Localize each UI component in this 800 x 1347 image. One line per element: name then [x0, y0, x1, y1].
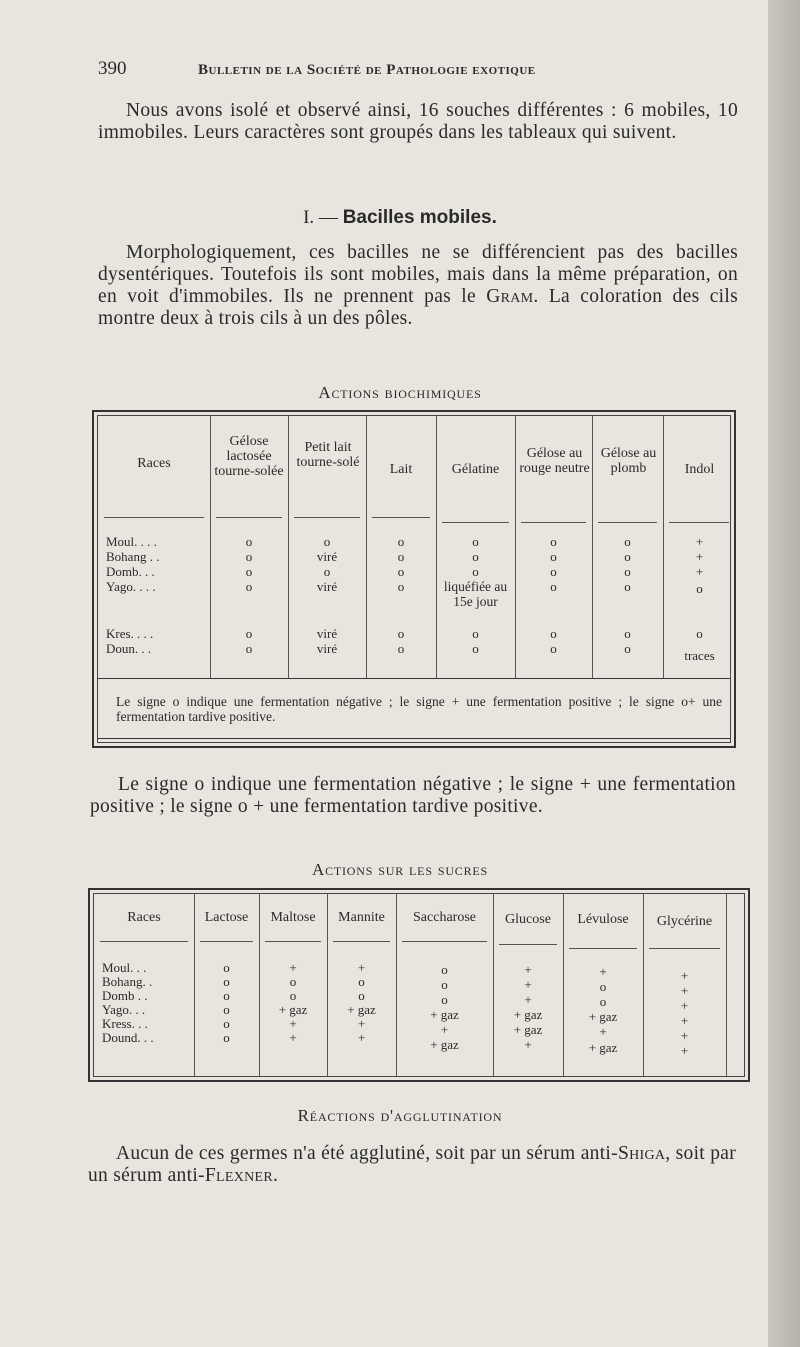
t2-race: Domb . .: [102, 988, 148, 1003]
t1-cell: o: [245, 564, 253, 579]
table2-caption: Actions sur les sucres: [312, 860, 488, 879]
t2-cell: +: [524, 962, 532, 977]
table1-note: Le signe o indique une fermentation négative ; le signe + une fermentation positive ; le signe o+ une fermentation tardive positive.: [116, 694, 722, 724]
t2-cell: o: [223, 974, 230, 989]
t1-header-gelose-plomb: Gélose au plomb: [600, 446, 657, 476]
t1-cell: o: [245, 534, 253, 549]
page-header: [98, 58, 658, 88]
intro-paragraph: Nous avons isolé et observé ainsi, 16 souches différentes : 6 mobiles, 10 immobiles. Leurs caractères sont groupés dans les tableaux qui suivent.: [98, 100, 738, 143]
t2-cell: +: [680, 998, 689, 1013]
t1-cell: o: [550, 579, 557, 594]
t2-cell: o: [289, 988, 297, 1003]
t1-cell: o: [696, 626, 703, 641]
morphology-text-before: Morphologiquement, ces bacilles ne se différencient pas des bacilles dysentériques. Toutefois ils sont mobiles, mais dans la même préparation, on en voit d'immobiles. Ils ne prennent pas le: [98, 242, 738, 307]
t1-cell: o: [472, 564, 479, 579]
agglutination-title: Réactions d'agglutination: [297, 1106, 503, 1125]
t2-cell: +: [599, 1024, 607, 1039]
t1-header-gelose-lactosee: Gélose lactosée tourne-solée: [214, 434, 284, 479]
t1-cell: o: [397, 564, 405, 579]
t2-cell: o: [599, 994, 607, 1009]
t2-cell: +: [289, 1016, 297, 1031]
t1-header-races: Races: [137, 456, 171, 471]
t2-cell: +: [357, 960, 366, 975]
t2-header-levulose: Lévulose: [577, 912, 629, 927]
running-head: Bulletin de la Société de Pathologie exotique: [198, 62, 536, 78]
t1-cell: o: [624, 549, 631, 564]
t1-cell: o: [624, 641, 631, 656]
agglutination-text-3: .: [273, 1165, 279, 1186]
t1-cell: o: [472, 549, 479, 564]
t2-cell: o: [358, 974, 365, 989]
t2-cell: o: [223, 988, 230, 1003]
t2-cell: +: [680, 1043, 689, 1058]
t1-header-lait: Lait: [389, 462, 413, 477]
t1-cell: o: [550, 626, 557, 641]
t2-cell: o: [358, 988, 365, 1003]
t1-cell: viré: [316, 626, 338, 641]
t1-cell: o: [245, 579, 253, 594]
t1-cell: +: [695, 549, 704, 564]
t1-cell: o: [245, 641, 253, 656]
t2-cell: +: [357, 1030, 366, 1045]
t1-cell: o: [472, 641, 479, 656]
t1-header-gelose-rouge: Gélose au rouge neutre: [519, 446, 590, 476]
morphology-text-after: . La coloration des cils montre deux à trois cils à un des pôles.: [98, 286, 738, 329]
t2-header-glucose: Glucose: [505, 912, 551, 927]
t1-cell: o: [550, 564, 557, 579]
t2-header-races: Races: [127, 910, 161, 925]
t1-race: Bohang . .: [106, 549, 160, 564]
t2-cell: + gaz: [588, 1040, 618, 1055]
t1-cell: o: [323, 564, 331, 579]
biochemical-table: [92, 410, 736, 748]
t2-cell: +: [680, 968, 689, 983]
t2-cell: +: [680, 1013, 689, 1028]
t1-cell: o: [472, 626, 479, 641]
t1-race: Kres. . . .: [106, 626, 154, 641]
t1-race: Doun. . .: [106, 641, 152, 656]
t2-cell: o: [223, 960, 230, 975]
t2-header-saccharose: Saccharose: [413, 910, 476, 925]
t2-cell: +: [680, 983, 689, 998]
t2-header-lactose: Lactose: [204, 910, 249, 925]
t2-cell: o: [441, 962, 448, 977]
t2-race: Yago. . .: [102, 1002, 146, 1017]
t1-header-petit-lait: Petit lait tourne-solé: [296, 440, 360, 470]
t2-race: Kress. . .: [102, 1016, 148, 1031]
t1-cell: o: [550, 641, 557, 656]
gram-term: Gram: [486, 286, 534, 307]
t1-header-indol: Indol: [684, 462, 715, 477]
t2-cell: o: [441, 977, 448, 992]
agglutination-paragraph: [88, 1143, 736, 1187]
t2-cell: + gaz: [513, 1007, 543, 1022]
t1-cell: traces: [684, 648, 715, 663]
t1-header-gelatine: Gélatine: [451, 462, 500, 477]
section-number: I. —: [303, 207, 338, 228]
t1-cell: o: [624, 579, 631, 594]
t1-cell: o: [397, 641, 405, 656]
t1-cell: o: [323, 534, 331, 549]
t1-cell: o: [397, 626, 405, 641]
t2-race: Dound. . .: [102, 1030, 154, 1045]
t1-cell: o: [550, 534, 557, 549]
t2-cell: + gaz: [513, 1022, 543, 1037]
page-number: 390: [98, 58, 127, 79]
t1-cell: o: [624, 626, 631, 641]
t2-cell: +: [680, 1028, 689, 1043]
t2-cell: + gaz: [430, 1037, 459, 1052]
table1-caption: Actions biochimiques: [318, 383, 482, 402]
t1-cell: +: [695, 534, 704, 549]
t1-cell: o: [397, 549, 405, 564]
t2-header-mannite: Mannite: [338, 910, 385, 925]
t2-cell: +: [524, 992, 532, 1007]
page-edge-shadow: [768, 0, 800, 1347]
section-title: Bacilles mobiles.: [342, 207, 497, 228]
agglutination-text-2: , soit par un sérum anti-: [88, 1143, 737, 1186]
section-heading: [0, 207, 800, 229]
t2-cell: +: [599, 964, 607, 979]
t1-race: Yago. . . .: [106, 579, 156, 594]
t1-cell: o: [624, 534, 631, 549]
t2-cell: + gaz: [347, 1002, 376, 1017]
t1-cell: o: [696, 581, 703, 596]
t1-cell: o: [550, 549, 557, 564]
flexner-term: Flexner: [204, 1165, 274, 1186]
t2-cell: o: [223, 1030, 230, 1045]
sugars-table: [88, 888, 750, 1082]
agglutination-text-1: Aucun de ces germes n'a été agglutiné, soit par un sérum anti-: [116, 1143, 618, 1164]
t1-cell: o: [397, 579, 405, 594]
t2-cell: +: [524, 977, 532, 992]
t1-cell: o: [624, 564, 631, 579]
t2-cell: +: [289, 1030, 297, 1045]
t2-header-maltose: Maltose: [270, 910, 316, 925]
t2-cell: +: [524, 1037, 532, 1052]
t1-cell: o: [472, 534, 479, 549]
t1-cell: viré: [316, 641, 338, 656]
t2-cell: +: [440, 1022, 449, 1037]
t1-race: Moul. . . .: [106, 534, 157, 549]
t1-cell: viré: [316, 549, 338, 564]
t1-cell: viré: [316, 579, 338, 594]
t2-cell: + gaz: [278, 1002, 308, 1017]
t1-race: Domb. . .: [106, 564, 155, 579]
morphology-paragraph: [98, 242, 738, 330]
t1-cell: +: [695, 564, 704, 579]
t1-cell: o: [397, 534, 405, 549]
t2-header-glycerine: Glycérine: [656, 914, 713, 929]
t2-race: Bohang. .: [102, 974, 153, 989]
t1-cell: o: [245, 626, 253, 641]
t2-cell: o: [441, 992, 448, 1007]
shiga-term: Shiga: [617, 1143, 666, 1164]
t1-cell: o: [245, 549, 253, 564]
t2-cell: o: [599, 979, 607, 994]
t2-race: Moul. . .: [102, 960, 147, 975]
t2-cell: +: [289, 960, 297, 975]
t2-cell: o: [223, 1002, 230, 1017]
t1-cell: liquéfiée au 15e jour: [443, 579, 508, 609]
t2-cell: +: [357, 1016, 366, 1031]
t2-cell: o: [289, 974, 297, 989]
t2-cell: + gaz: [588, 1009, 618, 1024]
fermentation-paragraph: Le signe o indique une fermentation négative ; le signe + une fermentation positive ; le signe o + une fermentation tardive positive.: [90, 774, 736, 817]
t2-cell: o: [223, 1016, 230, 1031]
t2-cell: + gaz: [430, 1007, 459, 1022]
